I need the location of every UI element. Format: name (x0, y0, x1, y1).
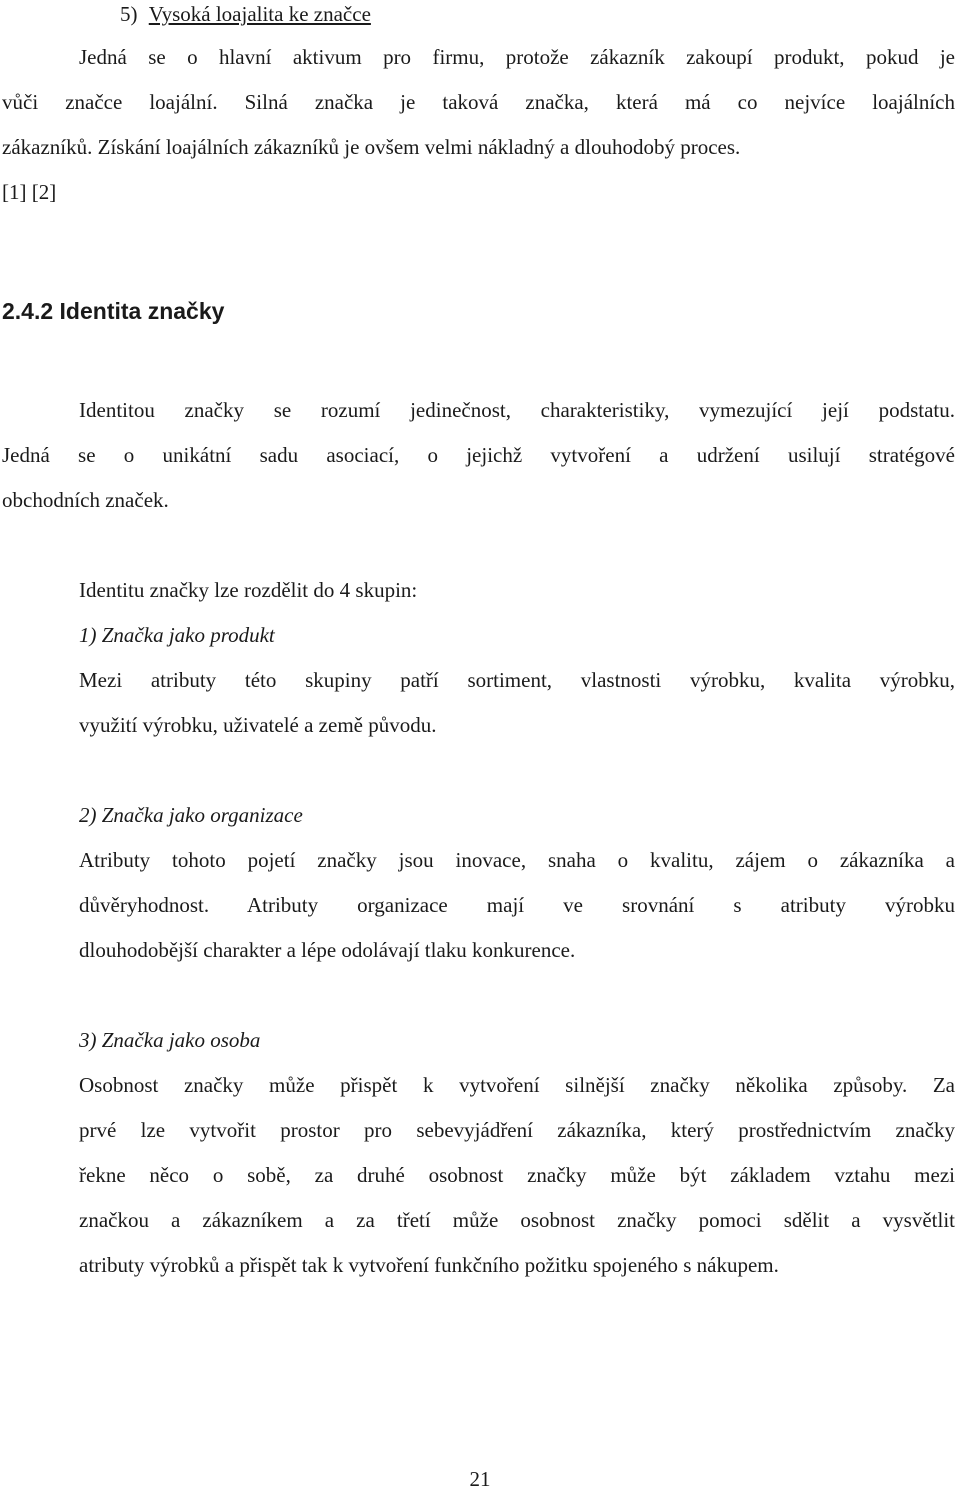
paragraph-line: vůči značce loajální. Silná značka je taková značka, která má co nejvíce loajálních (2, 90, 955, 114)
paragraph-line: Identitu značky lze rozdělit do 4 skupin: (79, 578, 418, 602)
list-item-title (120, 4, 371, 25)
paragraph-line: využití výrobku, uživatelé a země původu. (79, 713, 437, 737)
paragraph-line: důvěryhodnost. Atributy organizace mají ve srovnání s atributy výrobku (79, 893, 955, 917)
paragraph-line: Jedná se o unikátní sadu asociací, o jejichž vytvoření a udržení usilují stratégové (2, 443, 955, 467)
paragraph-line: Atributy tohoto pojetí značky jsou inovace, snaha o kvalitu, zájem o zákazníka a (79, 848, 955, 872)
page-number: 21 (469, 1467, 491, 1491)
paragraph-line: zákazníků. Získání loajálních zákazníků je ovšem velmi nákladný a dlouhodobý proces. (2, 135, 741, 159)
list-number: 5) (120, 2, 138, 26)
item-title: 3) Značka jako osoba (79, 1028, 261, 1052)
section-heading: 2.4.2 Identita značky (2, 298, 225, 324)
paragraph-line: obchodních značek. (2, 488, 169, 512)
paragraph-line: Jedná se o hlavní aktivum pro firmu, protože zákazník zakoupí produkt, pokud je (79, 45, 955, 69)
list-title: Vysoká loajalita ke značce (148, 2, 371, 26)
paragraph-line: Mezi atributy této skupiny patří sortiment, vlastnosti výrobku, kvalita výrobku, (79, 668, 955, 692)
paragraph-line: dlouhodobější charakter a lépe odolávají tlaku konkurence. (79, 938, 576, 962)
item-title: 1) Značka jako produkt (79, 623, 275, 647)
paragraph-line: atributy výrobků a přispět tak k vytvoření funkčního požitku spojeného s nákupem. (79, 1253, 779, 1277)
citation: [1] [2] (2, 180, 57, 204)
paragraph-line: značkou a zákazníkem a za třetí může osobnost značky pomoci sdělit a vysvětlit (79, 1208, 955, 1232)
paragraph-line: řekne něco o sobě, za druhé osobnost značky může být základem vztahu mezi (79, 1163, 955, 1187)
paragraph-line: prvé lze vytvořit prostor pro sebevyjádření zákazníka, který prostřednictvím značky (79, 1118, 955, 1142)
paragraph-line: Osobnost značky může přispět k vytvoření silnější značky několika způsoby. Za (79, 1073, 955, 1097)
paragraph-line: Identitou značky se rozumí jedinečnost, charakteristiky, vymezující její podstatu. (79, 398, 955, 422)
item-title: 2) Značka jako organizace (79, 803, 303, 827)
